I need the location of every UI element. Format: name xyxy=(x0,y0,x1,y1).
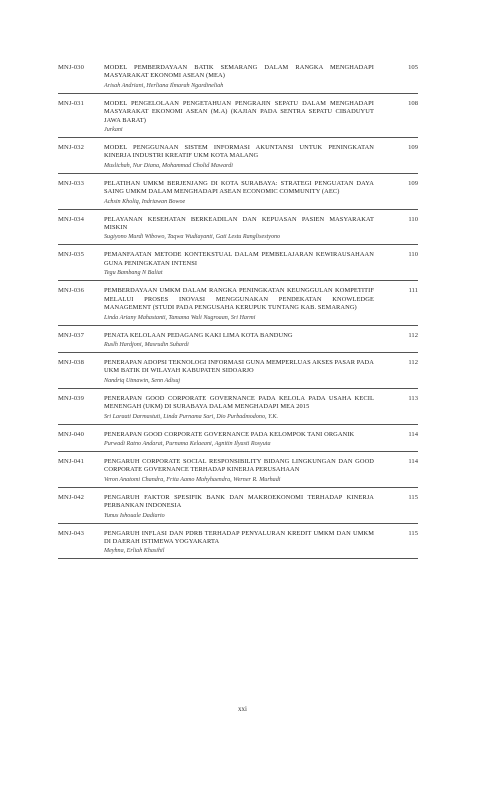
entry-code: MNJ-033 xyxy=(58,179,84,187)
entry-title: MODEL PENGGUNAAN SISTEM INFORMASI AKUNTANSI UNTUK PENINGKATAN KINERJA INDUSTRI KREATIF UKM KOTA MALANG xyxy=(104,144,374,160)
entry-title: PENERAPAN GOOD CORPORATE GOVERNANCE PADA KELOLA PADA USAHA KECIL MENENGAH (UKM) DI SURABAYA DALAM MENGHADAPI MEA 2015 xyxy=(104,394,374,411)
entry-body xyxy=(104,395,374,421)
toc-entry xyxy=(58,285,418,325)
page-number-footer: xxi xyxy=(238,705,247,713)
entry-title: PENERAPAN ADOPSI TEKNOLOGI INFORMASI GUNA MEMPERLUAS AKSES PASAR PADA UKM BATIK DI WILAYAH KABUPATEN SIDOARJO xyxy=(104,358,374,375)
entry-body xyxy=(104,100,374,134)
table-of-contents xyxy=(58,62,418,563)
entry-title: PEMBERDAYAAN UMKM DALAM RANGKA PENINGKATAN KEUNGGULAN KOMPETITIF MELALUI PROSES INOVASI MENGGUNAKAN PENDEKATAN KNOWLEDGE MANAGEMENT (STUDI PADA PENGUSAHA KERUPUK TUNTANG KAB. SEMARANG) xyxy=(104,287,374,312)
toc-entry xyxy=(58,214,418,246)
entry-authors: Sugiyono Murdi Wibowo, Taqwa Wudiayanti, Gati Lestu Ranglisestyono xyxy=(104,234,281,241)
entry-page-number: 112 xyxy=(408,358,418,366)
toc-entry xyxy=(58,62,418,94)
entry-code: MNJ-038 xyxy=(58,358,84,366)
entry-authors: Yunus Ishouale Dadiarto xyxy=(104,512,165,519)
entry-code: MNJ-040 xyxy=(58,430,84,438)
entry-authors: Muslichah, Nur Diana, Mohammad Cholid Mawardi xyxy=(104,162,233,169)
entry-authors: Linda Ariany Mahastanti, Tamama Wali Nugroaan, Sri Harmi xyxy=(104,314,256,321)
entry-body xyxy=(104,180,374,206)
toc-entry xyxy=(58,98,418,138)
entry-title: PELAYANAN KESEHATAN BERKEADILAN DAN KEPUASAN PASIEN MASYARAKAT MISKIN xyxy=(104,215,374,232)
toc-entry xyxy=(58,456,418,488)
entry-page-number: 111 xyxy=(408,287,418,295)
entry-code: MNJ-042 xyxy=(58,493,84,501)
entry-title: PENGARUH CORPORATE SOCIAL RESPONSIBILITY BIDANG LINGKUNGAN DAN GOOD CORPORATE GOVERNANCE TERHADAP KINERJA PERUSAHAAN xyxy=(104,457,374,474)
toc-entry xyxy=(58,393,418,425)
entry-code: MNJ-036 xyxy=(58,287,84,295)
entry-page-number: 105 xyxy=(408,64,418,71)
entry-authors: Veron Anatomi Chandra, Frita Aamo Mahyhaendra, Werner R. Murhadi xyxy=(104,476,281,483)
entry-page-number: 113 xyxy=(408,394,418,402)
entry-body xyxy=(104,64,374,90)
entry-page-number: 108 xyxy=(408,99,418,107)
entry-body xyxy=(104,216,374,242)
entry-body xyxy=(104,287,374,321)
toc-entry xyxy=(58,429,418,452)
entry-title: PELATIHAN UMKM BERJENJANG DI KOTA SURABAYA: STRATEGI PENGUATAN DAYA SAING UMKM DALAM MENGHADAPI ASEAN ECONOMIC COMMUNITY (AEC) xyxy=(104,179,374,196)
entry-page-number: 114 xyxy=(408,430,418,438)
entry-page-number: 110 xyxy=(408,251,418,259)
entry-page-number: 114 xyxy=(408,457,418,465)
entry-page-number: 115 xyxy=(408,529,418,537)
entry-authors: Purwadi Ratno Andarat, Purnama Kelaeani, Agnitin Ilyasti Rosyuta xyxy=(104,440,271,447)
toc-entry xyxy=(58,178,418,210)
entry-authors: Sri Laraati Darmastuti, Linda Purnama Sari, Dio Purbadmodono, Y.K. xyxy=(104,413,278,420)
entry-code: MNJ-035 xyxy=(58,251,84,259)
entry-code: MNJ-039 xyxy=(58,394,84,402)
toc-entry xyxy=(58,492,418,524)
toc-entry xyxy=(58,528,418,560)
toc-entry xyxy=(58,330,418,353)
entry-body xyxy=(104,251,374,277)
entry-body xyxy=(104,332,374,349)
entry-code: MNJ-031 xyxy=(58,99,84,107)
entry-body xyxy=(104,144,374,170)
entry-page-number: 115 xyxy=(408,493,418,501)
entry-page-number: 109 xyxy=(408,179,418,187)
entry-authors: Achsin Kholiq, Indriawan Bowoe xyxy=(104,198,186,205)
entry-authors: Tegu Bambang N Baliat xyxy=(104,270,163,277)
entry-title: PEMANFAATAN METODE KONTEKSTUAL DALAM PEMBELAJARAN KEWIRAUSAHAAN GUNA PENINGKATAN INTENSI xyxy=(104,251,374,267)
entry-code: MNJ-037 xyxy=(58,331,84,339)
entry-authors: Ruslh Hardjoni, Masrudin Suhardi xyxy=(104,341,189,348)
entry-title: PENATA KELOLAAN PEDAGANG KAKI LIMA KOTA BANDUNG xyxy=(104,331,293,339)
entry-code: MNJ-032 xyxy=(58,144,84,152)
entry-title: PENERAPAN GOOD CORPORATE GOVERNANCE PADA KELOMPOK TANI ORGANIK xyxy=(104,430,355,438)
entry-body xyxy=(104,359,374,385)
entry-page-number: 112 xyxy=(408,331,418,339)
entry-code: MNJ-034 xyxy=(58,215,84,223)
toc-entry xyxy=(58,142,418,174)
toc-entry xyxy=(58,249,418,281)
entry-body xyxy=(104,431,374,448)
entry-body xyxy=(104,458,374,484)
entry-code: MNJ-030 xyxy=(58,64,84,71)
entry-authors: Nandriq Utmawin, Senn Adisuj xyxy=(104,377,181,384)
entry-code: MNJ-041 xyxy=(58,457,84,465)
entry-page-number: 110 xyxy=(408,215,418,223)
entry-body xyxy=(104,494,374,520)
entry-title: PENGARUH INFLASI DAN PDRB TERHADAP PENYALURAN KREDIT UMKM DAN UMKM DI DAERAH ISTIMEWA YOGYAKARTA xyxy=(104,529,374,545)
entry-authors: Arisah Andriani, Herliana Ilmarah Ngardineliah xyxy=(104,82,224,89)
entry-title: PENGARUH FAKTOR SPESIFIK BANK DAN MAKROEKONOMI TERHADAP KINERJA PERBANKAN INDONESIA xyxy=(104,493,374,510)
entry-title: MODEL PEMBERDAYAAN BATIK SEMARANG DALAM RANGKA MENGHADAPI MASYARAKAT EKONOMI ASEAN (MEA) xyxy=(104,64,374,80)
entry-authors: Jurkani xyxy=(104,127,123,134)
entry-title: MODEL PENGELOLAAN PENGETAHUAN PENGRAJIN SEPATU DALAM MENGHADAPI MASYARAKAT EKONOMI ASEAN (M.A) (KAJIAN PADA SENTRA SEPATU CIBADUYUT JAWA BARAT) xyxy=(104,99,374,124)
entry-authors: Meyhna, Erliah Khasihil xyxy=(104,548,165,555)
toc-entry xyxy=(58,357,418,389)
entry-code: MNJ-043 xyxy=(58,529,84,537)
entry-page-number: 109 xyxy=(408,144,418,152)
entry-body xyxy=(104,530,374,556)
